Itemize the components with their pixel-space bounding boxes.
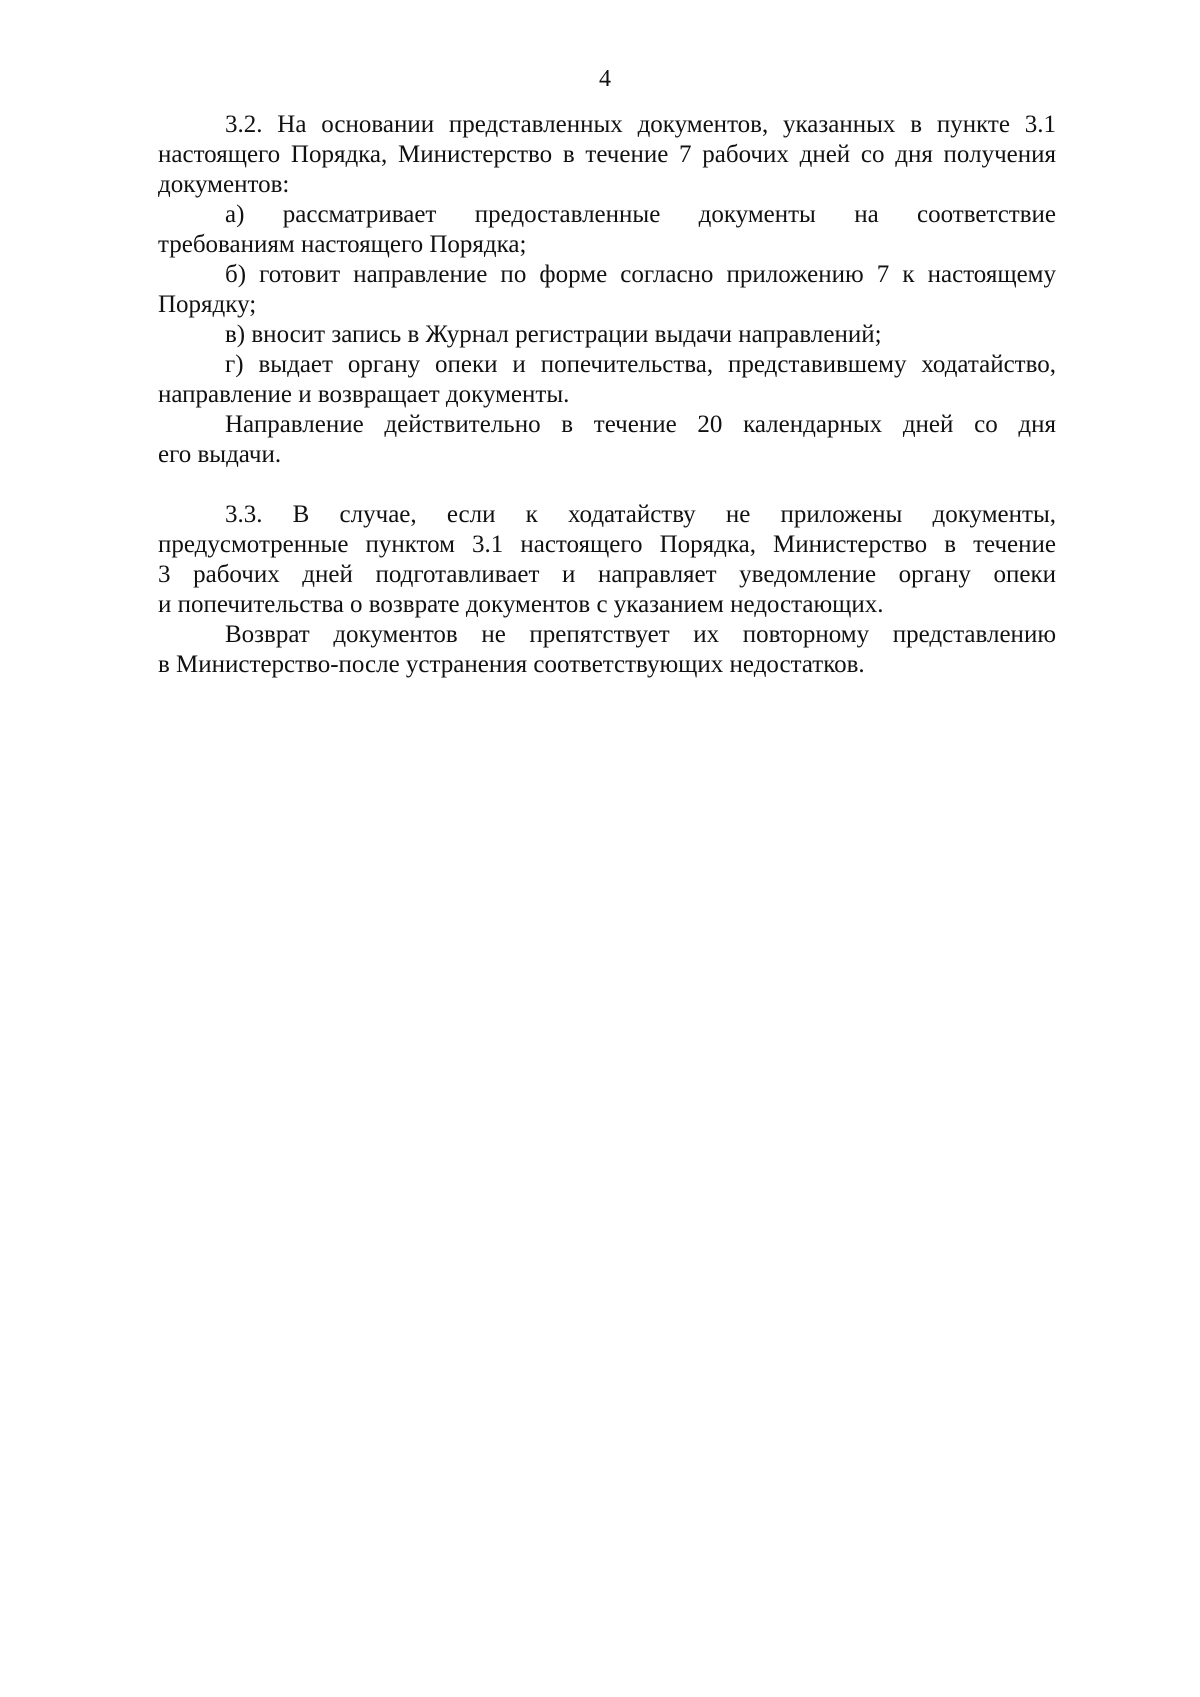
list-item-a [158, 200, 1056, 260]
text-line: в) вносит запись в Журнал регистрации выдачи направлений; [225, 321, 882, 348]
list-item-b [158, 260, 1056, 320]
text-line: 3.2. На основании представленных документов, указанных в пункте 3.1 [225, 111, 1056, 138]
text-line: г) выдает органу опеки и попечительства, представившему ходатайство, [225, 351, 1056, 378]
text-line: 3.3. В случае, если к ходатайству не приложены документы, [225, 501, 1056, 528]
text-line: настоящего Порядка, Министерство в течение 7 рабочих дней со дня получения [158, 141, 1056, 168]
text-line: Порядку; [158, 291, 257, 318]
paragraph-3-3 [158, 500, 1056, 620]
return-paragraph [158, 620, 1056, 680]
text-line: а) рассматривает предоставленные документы на соответствие [225, 201, 1056, 228]
text-line: его выдачи. [158, 441, 282, 468]
list-item-v [158, 320, 1056, 350]
page-number: 4 [599, 66, 611, 92]
text-line: в Министерство-после устранения соответствующих недостатков. [158, 651, 865, 678]
text-line: 3 рабочих дней подготавливает и направляет уведомление органу опеки [158, 561, 1056, 588]
document-body [158, 110, 1056, 680]
paragraph-3-2 [158, 110, 1056, 200]
text-line: документов: [158, 171, 290, 198]
text-line: Возврат документов не препятствует их повторному представлению [225, 621, 1056, 648]
text-line: предусмотренные пунктом 3.1 настоящего Порядка, Министерство в течение [158, 531, 1056, 558]
text-line: б) готовит направление по форме согласно приложению 7 к настоящему [225, 261, 1056, 288]
text-line: Направление действительно в течение 20 календарных дней со дня [225, 411, 1056, 438]
validity-paragraph [158, 410, 1056, 470]
list-item-g [158, 350, 1056, 410]
text-line: направление и возвращает документы. [158, 381, 570, 408]
text-line: требованиям настоящего Порядка; [158, 231, 527, 258]
text-line: и попечительства о возврате документов с указанием недостающих. [158, 591, 884, 618]
